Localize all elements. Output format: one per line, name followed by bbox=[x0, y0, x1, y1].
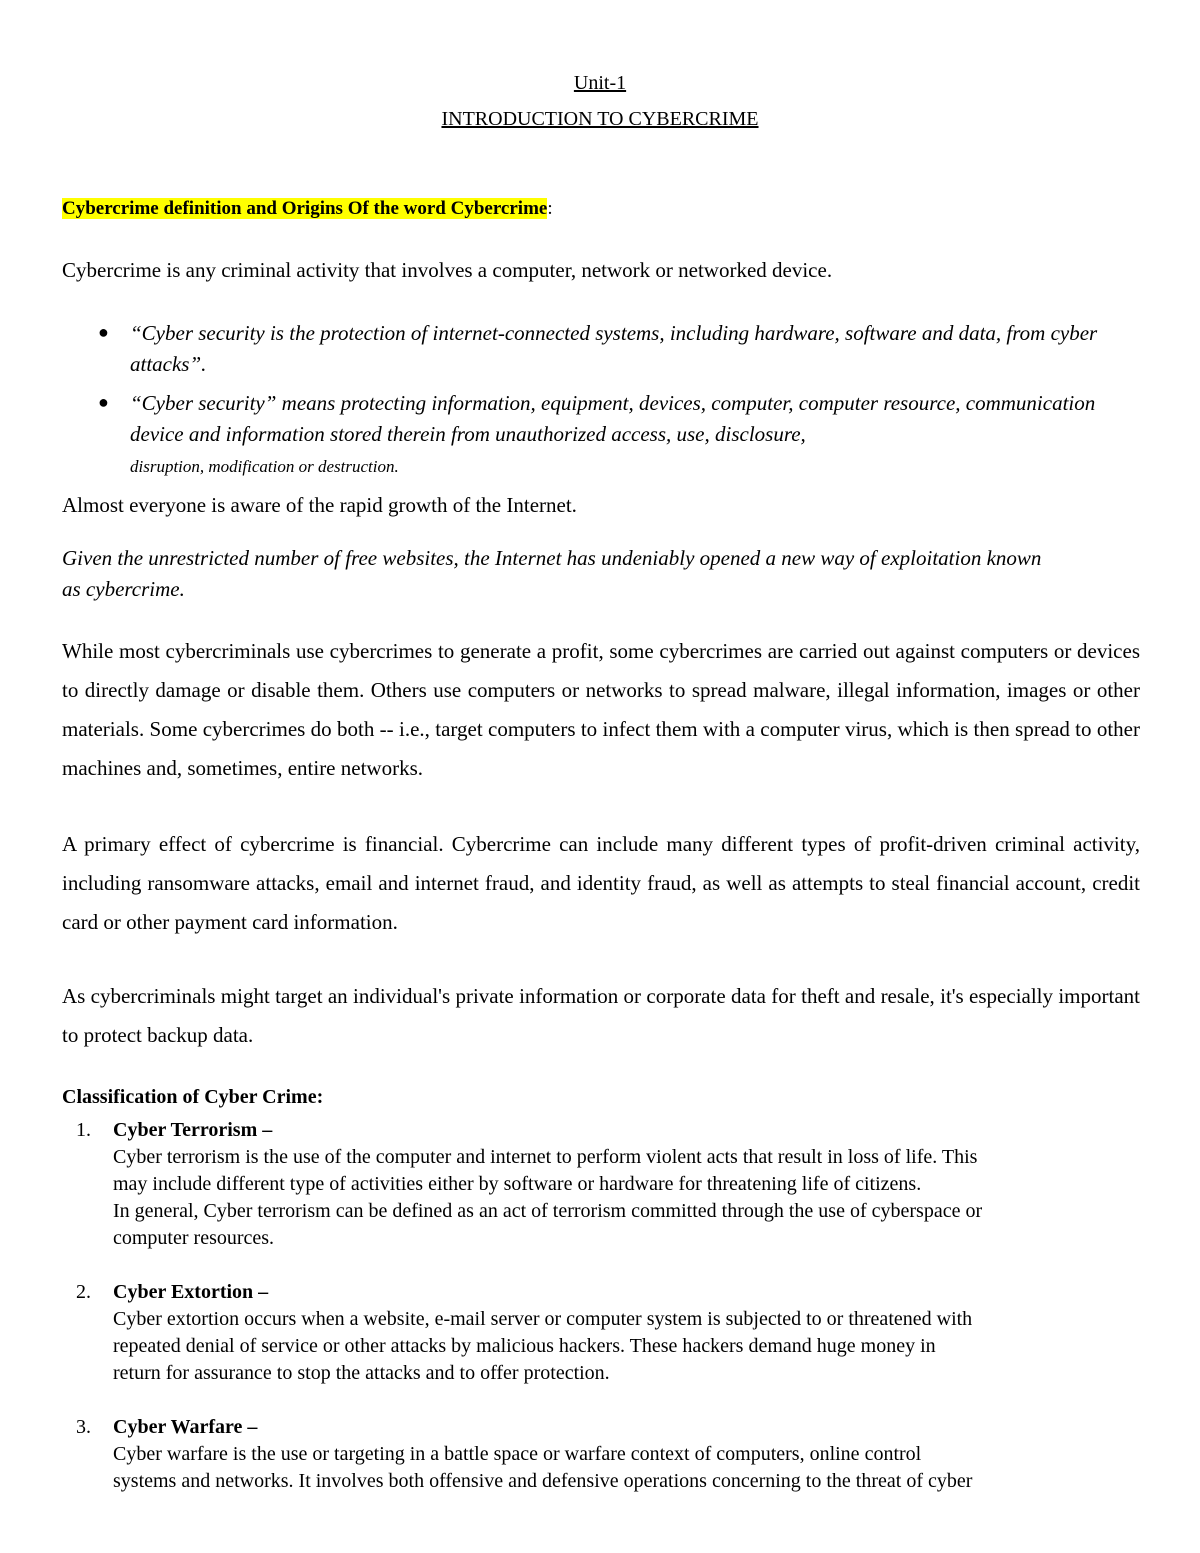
list-line: return for assurance to stop the attacks and to offer protection. bbox=[113, 1362, 610, 1384]
list-item-title: Cyber Warfare – bbox=[113, 1416, 258, 1438]
list-line: repeated denial of service or other attacks by malicious hackers. These hackers demand huge money in bbox=[113, 1335, 936, 1357]
paragraph-exploitation: Given the unrestricted number of free websites, the Internet has undeniably opened a new way of exploitation known as cybercrime. bbox=[62, 546, 1042, 601]
list-line: Cyber warfare is the use or targeting in a battle space or warfare context of computers, online control bbox=[113, 1443, 922, 1465]
list-item-title: Cyber Terrorism – bbox=[113, 1119, 273, 1141]
bullet-icon: ● bbox=[98, 392, 109, 412]
highlighted-heading: Cybercrime definition and Origins Of the word Cybercrime bbox=[62, 198, 548, 219]
bullet-icon: ● bbox=[98, 322, 109, 342]
paragraph-growth: Almost everyone is aware of the rapid growth of the Internet. bbox=[62, 493, 577, 517]
list-line: computer resources. bbox=[113, 1227, 275, 1249]
page-title: INTRODUCTION TO CYBERCRIME bbox=[441, 108, 759, 130]
list-item-title: Cyber Extortion – bbox=[113, 1281, 269, 1303]
list-item bbox=[113, 1414, 1143, 1495]
paragraph-backup: As cybercriminals might target an individual's private information or corporate data for theft and resale, it's especially important to protect backup data. bbox=[62, 984, 1140, 1047]
section-heading bbox=[62, 198, 553, 220]
document-page: Unit-1 INTRODUCTION TO CYBERCRIME Cybercrime definition and Origins Of the word Cybercrime: Cybercrime is any criminal activity that involves a computer, network or networked device. ● “Cyber security is the protection of internet-connected systems, including hardware, software and data, from cyber attacks”. ● “Cyber security” means protecting information, equipment, devices, computer, computer resource, communication device and information stored therein from unauthorized access, use, disclosure, disruption, modification or destruction. Almost everyone is aware of the rapid growth of the Internet. Given the unrestricted number of free websites, the Internet has undeniably opened a new way of exploitation known as cybercrime. While most cybercriminals use cybercrimes to generate a profit, some cybercrimes are carried out against computers or devices to directly damage or disable them. Others use computers or networks to spread malware, illegal information, images or other materials. Some cybercrimes do both -- i.e., target computers to infect them with a computer virus, which is then spread to other machines and, sometimes, entire networks. A primary effect of cybercrime is financial. Cybercrime can include many different types of profit-driven criminal activity, including ransomware attacks, email and internet fraud, and identity fraud, as well as attempts to steal financial account, credit card or other payment card information. As cybercriminals might target an individual's private information or corporate data for theft and resale, it's especially important to protect backup data. Classification of Cyber Crime: 1. Cyber Terrorism – Cyber terrorism is the use of the computer and internet to perform violent acts that result in loss of life. This may include different type of activities either by software or hardware for threatening life of citizens. In general, Cyber terrorism can be defined as an act of terrorism committed through the use of cyberspace or computer resources. 2. Cyber Extortion – Cyber extortion occurs when a website, e-mail server or computer system is subjected to or threatened with repeated denial of service or other attacks by malicious hackers. These hackers demand huge money in return for assurance to stop the attacks and to offer protection. 3. Cyber Warfare – Cyber warfare is the use or targeting in a battle space or warfare context of computers, online control systems and networks. It involves both offensive and defensive operations concerning to the threat of cyber bbox=[0, 0, 1200, 1553]
list-line: systems and networks. It involves both offensive and defensive operations concerning to the threat of cyber bbox=[113, 1470, 973, 1492]
list-line: In general, Cyber terrorism can be defined as an act of terrorism committed through the use of cyberspace or bbox=[113, 1200, 983, 1222]
classification-heading: Classification of Cyber Crime: bbox=[62, 1086, 324, 1108]
list-item bbox=[113, 1279, 1143, 1387]
list-number: 1. bbox=[76, 1119, 91, 1141]
list-number: 2. bbox=[76, 1281, 91, 1303]
paragraph-financial: A primary effect of cybercrime is financial. Cybercrime can include many different types of profit-driven criminal activity, including ransomware attacks, email and internet fraud, and identity fraud, as well as attempts to steal financial account, credit card or other payment card information. bbox=[62, 832, 1140, 934]
list-line: Cyber extortion occurs when a website, e-mail server or computer system is subjected to or threatened with bbox=[113, 1308, 973, 1330]
list-line: may include different type of activities either by software or hardware for threatening life of citizens. bbox=[113, 1173, 922, 1195]
paragraph-cybercriminals: While most cybercriminals use cybercrimes to generate a profit, some cybercrimes are carried out against computers or devices to directly damage or disable them. Others use computers or networks to spread malware, illegal information, images or other materials. Some cybercrimes do both -- i.e., target computers to infect them with a computer virus, which is then spread to other machines and, sometimes, entire networks. bbox=[62, 639, 1140, 780]
unit-label: Unit-1 bbox=[573, 72, 627, 94]
list-item bbox=[113, 1117, 1143, 1252]
heading-colon: : bbox=[547, 198, 553, 219]
list-number: 3. bbox=[76, 1416, 91, 1438]
definition-paragraph: Cybercrime is any criminal activity that involves a computer, network or networked device. bbox=[62, 258, 833, 282]
list-line: Cyber terrorism is the use of the computer and internet to perform violent acts that result in loss of life. This bbox=[113, 1146, 978, 1168]
